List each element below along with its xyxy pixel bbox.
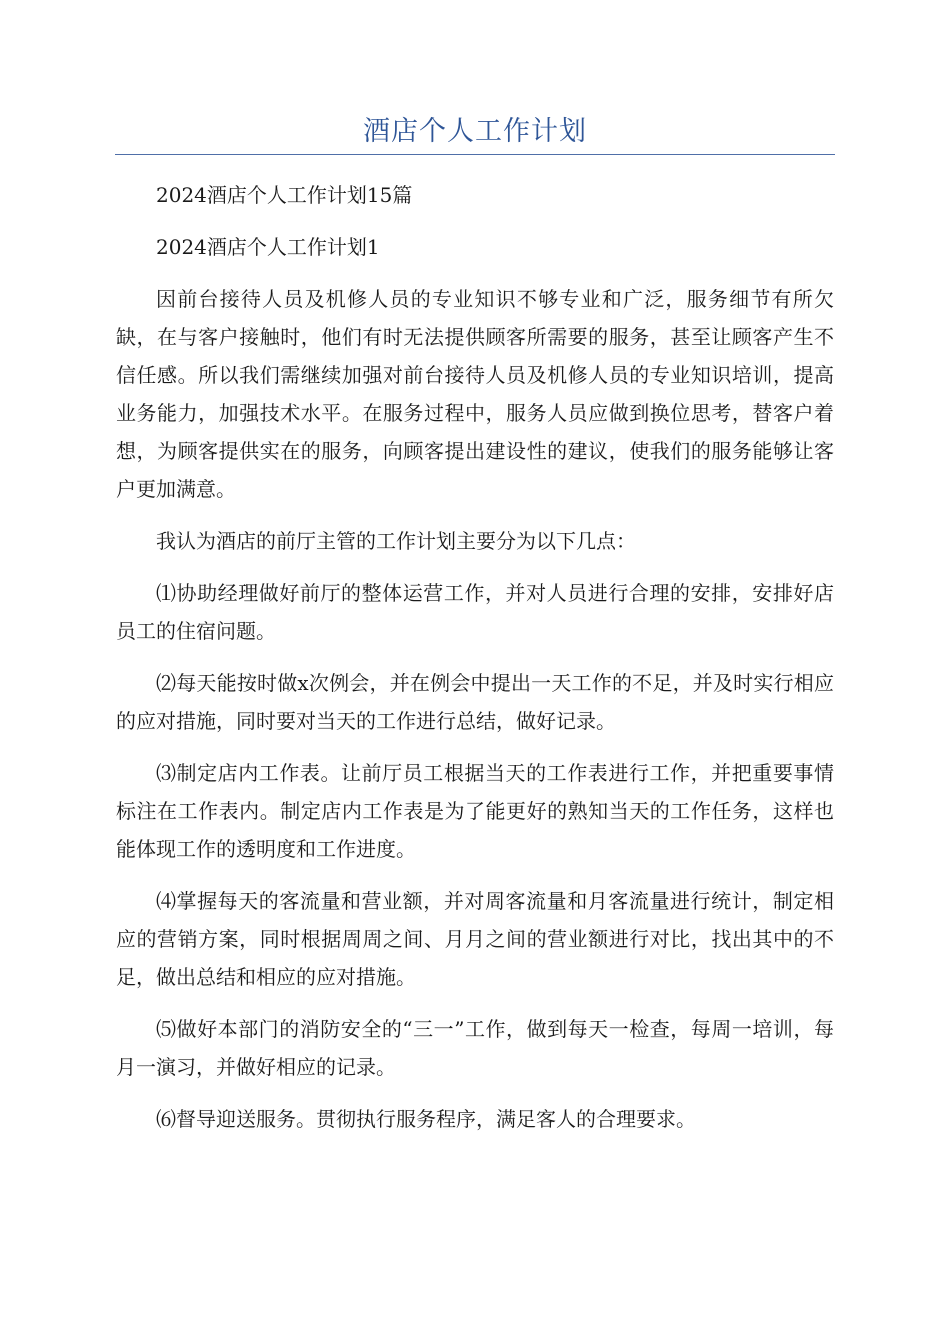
subtitle-paragraph: 2024酒店个人工作计划15篇	[156, 183, 413, 207]
title-underline	[115, 154, 835, 155]
list-item-1: ⑴协助经理做好前厅的整体运营工作，并对人员进行合理的安排，安排好店员工的住宿问题。	[116, 581, 834, 643]
document-title: 酒店个人工作计划	[363, 116, 587, 147]
list-item-2: ⑵每天能按时做x次例会，并在例会中提出一天工作的不足，并及时实行相应的应对措施，同时要对当天的工作进行总结，做好记录。	[116, 671, 834, 733]
body-paragraph: 因前台接待人员及机修人员的专业知识不够专业和广泛，服务细节有所欠缺，在与客户接触时，他们有时无法提供顾客所需要的服务，甚至让顾客产生不信任感。所以我们需继续加强对前台接待人员及机修人员的专业知识培训，提高业务能力，加强技术水平。在服务过程中，服务人员应做到换位思考，替客户着想，为顾客提供实在的服务，向顾客提出建设性的建议，使我们的服务能够让客户更加满意。	[116, 287, 834, 501]
list-item-5: ⑸做好本部门的消防安全的“三一”工作，做到每天一检查，每周一培训，每月一演习，并做好相应的记录。	[116, 1017, 834, 1079]
body-paragraph: 我认为酒店的前厅主管的工作计划主要分为以下几点：	[156, 529, 636, 553]
section-heading: 2024酒店个人工作计划1	[156, 235, 380, 259]
list-item-3: ⑶制定店内工作表。让前厅员工根据当天的工作表进行工作，并把重要事情标注在工作表内。制定店内工作表是为了能更好的熟知当天的工作任务，这样也能体现工作的透明度和工作进度。	[116, 761, 834, 861]
document-body	[116, 176, 834, 1152]
list-item-6: ⑹督导迎送服务。贯彻执行服务程序，满足客人的合理要求。	[156, 1107, 696, 1131]
list-item-4: ⑷掌握每天的客流量和营业额，并对周客流量和月客流量进行统计，制定相应的营销方案，同时根据周周之间、月月之间的营业额进行对比，找出其中的不足，做出总结和相应的应对措施。	[116, 889, 834, 989]
